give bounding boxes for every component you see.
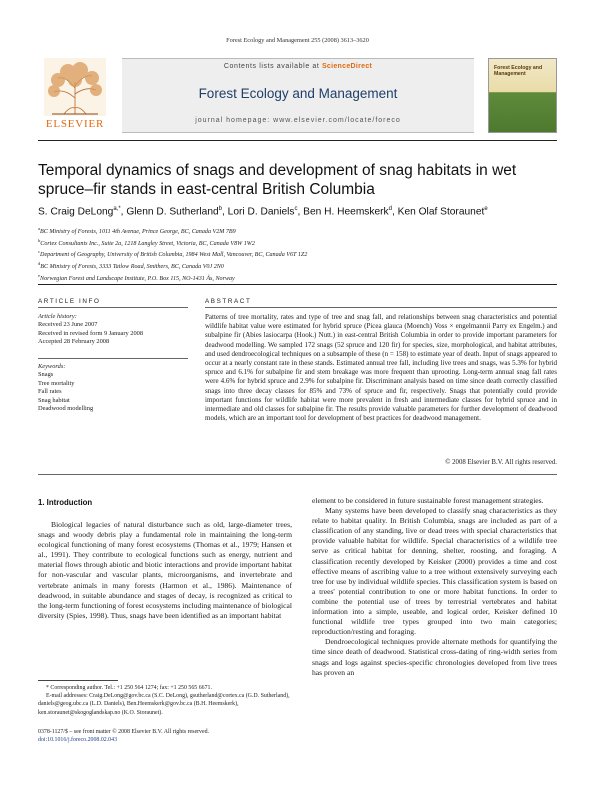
accepted-date: Accepted 28 February 2008 xyxy=(38,338,110,346)
author-name[interactable]: Glenn D. Sutherland xyxy=(126,206,219,218)
article-info-heading: ARTICLE INFO xyxy=(38,298,101,305)
affiliation-sup: e xyxy=(38,272,41,278)
doi-link[interactable]: doi:10.1016/j.foreco.2008.02.043 xyxy=(38,737,118,744)
running-header: Forest Ecology and Management 255 (2008) 3613–3620 xyxy=(226,37,369,44)
affiliation-sup: b xyxy=(38,237,41,243)
body-column-right xyxy=(312,496,557,678)
affiliation-item xyxy=(38,225,557,237)
publication-info xyxy=(38,728,292,744)
sciencedirect-link[interactable]: ScienceDirect xyxy=(321,63,373,70)
corresponding-author-note: * Corresponding author. Tel.: +1 250 564 1274; fax: +1 250 565 6671. xyxy=(46,685,212,691)
body-column-left xyxy=(38,520,292,621)
issn-line: 0378-1127/$ – see front matter © 2008 Elsevier B.V. All rights reserved. xyxy=(38,729,210,735)
affiliation-text: BC Ministry of Forests, 1011 4th Avenue, Prince George, BC, Canada V2M 7B9 xyxy=(40,229,236,236)
affiliation-text: Norwegian Forest and Landscape Institute, P.O. Box 115, NO-1431 Ås, Norway xyxy=(40,275,235,282)
author-sup: a,* xyxy=(113,206,121,212)
affiliation-text: Cortex Consultants Inc., Suite 2a, 1218 Langley Street, Victoria, BC, Canada V8W 1W2 xyxy=(40,240,255,247)
journal-cover-thumbnail xyxy=(488,58,557,133)
body-paragraph: Many systems have been developed to classify snag characteristics as they relate to habitat quality. In British Columbia, snags are included as part of a classification of any standing, live or dead trees with special characteristics that provide valuable habitat for wildlife. Special characteristics of a wildlife tree serve as critical habitat for denning, shelter, roosting, and foraging. A classification recently developed by Keisker (2000) provides a time and cost effective means of ascribing value to a tree without extensively surveying each tree for use by individual wildlife species. This classification system is based on a trees' potential contribution to one or more habitat functions. In order to combine the potential use of trees by terrestrial vertebrates and habitat information into a simple, useable, and logical order, Keisker defined 10 functional wildlife tree types grouped into two main categories; reproduction/resting and foraging. xyxy=(312,506,557,637)
keywords-label: Keywords: xyxy=(38,363,66,370)
affiliation-item xyxy=(38,237,557,249)
intro-paragraph: Biological legacies of natural disturbance such as old, large-diameter trees, snags and woody debris play a fundamental role in maintaining the long-term ecological functioning of many forest ecosystems (Thomas et al., 1979; Hansen et al., 1991). They contribute to ecological functions such as energy, nutrient and material flows through abiotic and biotic interactions and provide important habitat for non-vascular and vascular plants, microorganisms, and invertebrate and vertebrate animals in many forests (Harmon et al., 1986). Maintenance of deadwood, in suitable abundance and stages of decay, is recognized as critical to the long-term functioning of forest ecosystems including maintenance of biological diversity (Spies, 1998). Thus, snags have been identified as an important habitat xyxy=(38,520,292,620)
affiliation-item xyxy=(38,248,557,260)
affiliation-sup: a xyxy=(38,226,41,231)
section-heading-introduction: 1. Introduction xyxy=(38,498,93,507)
author-name[interactable]: Ben H. Heemskerk xyxy=(303,206,389,218)
abstract-text: Patterns of tree mortality, rates and type of tree and snag fall, and relationships between snag characteristics and potential wildlife habitat value were estimated for hybrid spruce (Picea glauca (Moench) Voss × engelmannii Parry ex Engelm.) and subalpine fir (Abies lasiocarpa (Hook.) Nutt.) in east-central British Columbia in order to provide important parameters for deadwood modelling. We sampled 172 snags (52 spruce and 120 fir) for species, size, morphological, and habitat attributes, and used dendroecological techniques on a subsample of these (n = 158) to estimate year of death. Input of snags appeared to occur at a nearly constant rate in these stands. Estimated annual tree fall, including live trees and snags, was 5.3% for hybrid spruce and 6.1% for subalpine fir and stem breakage was more frequent than uprooting. Long-term annual snag fall rates were 4.6% for hybrid spruce and 2.9% for subalpine fir. Discriminant analysis based on time since death correctly classified snags into three decay classes for 85% and 73% of spruce and fir, respectively. Snags that potentially could provide important functions for wildlife habitat were more prevalent in fresh and intermediate classes for hybrid spruce and in intermediate and old classes for subalpine fir. The results provide valuable parameters for further development of deadwood models, which are an important tool for development of best practices for deadwood management. xyxy=(205,313,557,423)
affiliation-list xyxy=(38,225,557,283)
keyword-item: Snag habitat xyxy=(38,396,70,404)
abstract-heading: ABSTRACT xyxy=(205,298,252,305)
affiliation-item xyxy=(38,260,557,272)
article-history xyxy=(38,313,178,347)
affiliation-sup: d xyxy=(38,260,41,266)
affiliation-text: BC Ministry of Forests, 3333 Tatlow Road, Smithers, BC, Canada V0J 2N0 xyxy=(40,263,224,270)
revised-date: Received in revised form 9 January 2008 xyxy=(38,329,144,337)
journal-title: Forest Ecology and Management xyxy=(198,86,398,101)
author-name[interactable]: Lori D. Daniels xyxy=(227,206,295,218)
keyword-item: Snags xyxy=(38,371,54,379)
abstract-rule xyxy=(205,307,557,308)
keywords-block xyxy=(38,363,178,413)
author-list: S. Craig DeLong$^{a,*}$, Glenn D. Sutherland$^b$, Lori D. Daniels$^c$, Ben H. Heemskerk$^d$, Ken Olaf Storaunet$^e$ xyxy=(38,206,488,218)
author-name[interactable]: S. Craig DeLong xyxy=(38,206,114,218)
copyright-line: © 2008 Elsevier B.V. All rights reserved. xyxy=(445,459,557,466)
article-title xyxy=(38,161,557,199)
footnote-rule xyxy=(38,680,118,681)
author-sup: e xyxy=(484,206,488,212)
header-divider xyxy=(38,284,557,285)
continued-paragraph: element to be considered in future sustainable forest management strategies. xyxy=(312,496,544,505)
author-sup: b xyxy=(218,206,222,212)
received-date: Received 23 June 2007 xyxy=(38,321,98,329)
affiliation-item xyxy=(38,272,557,284)
contents-line xyxy=(122,63,474,70)
contents-prefix: Contents lists available at xyxy=(223,63,320,70)
keyword-item: Deadwood modelling xyxy=(38,405,94,413)
author-name[interactable]: Ken Olaf Storaunet xyxy=(397,206,485,218)
footnotes xyxy=(38,684,292,717)
keyword-item: Tree mortality xyxy=(38,379,75,387)
body-paragraph: Dendroecological techniques provide alternate methods for quantifying the time since death of deadwood. Statistical cross-dating of ring-width series from snags and logs against species-specific chronologies developed from live trees has proven an xyxy=(312,637,557,677)
article-title-line-2: spruce–fir stands in east-central British Columbia xyxy=(38,181,375,198)
article-info-rule xyxy=(38,307,188,308)
author-sup: d xyxy=(388,206,392,212)
affiliation-sup: c xyxy=(38,249,41,255)
journal-homepage-link[interactable]: journal homepage: www.elsevier.com/locate/foreco xyxy=(195,117,401,124)
cover-title: Forest Ecology and Management xyxy=(494,65,543,78)
affiliation-text: Department of Geography, University of British Columbia, 1984 West Mall, Vancouver, BC, Canada V6T 1Z2 xyxy=(40,252,308,259)
abstract-bottom-rule xyxy=(38,474,557,475)
journal-banner xyxy=(122,58,474,133)
article-info-inner-rule xyxy=(38,358,188,359)
article-title-line-1: Temporal dynamics of snags and development of snag habitats in wet xyxy=(38,162,517,179)
keyword-item: Fall rates xyxy=(38,388,62,396)
publisher-name: ELSEVIER xyxy=(45,118,105,130)
elsevier-tree-icon xyxy=(44,58,106,116)
author-sup: c xyxy=(294,206,298,212)
journal-masthead xyxy=(38,58,557,133)
elsevier-logo xyxy=(38,58,112,133)
masthead-divider xyxy=(38,140,557,141)
history-label: Article history: xyxy=(38,313,77,320)
email-addresses: E-mail addresses: Craig.DeLong@gov.bc.ca (S.C. DeLong), gsutherland@cortex.ca (G.D. Sutherland), daniels@geog.ubc.ca (L.D. Daniels), Ben.Heemskerk@gov.bc.ca (B.H. Heemskerk), ken.storaunet@skogoglandskap.no (K.O. Storaunet). xyxy=(38,693,290,716)
